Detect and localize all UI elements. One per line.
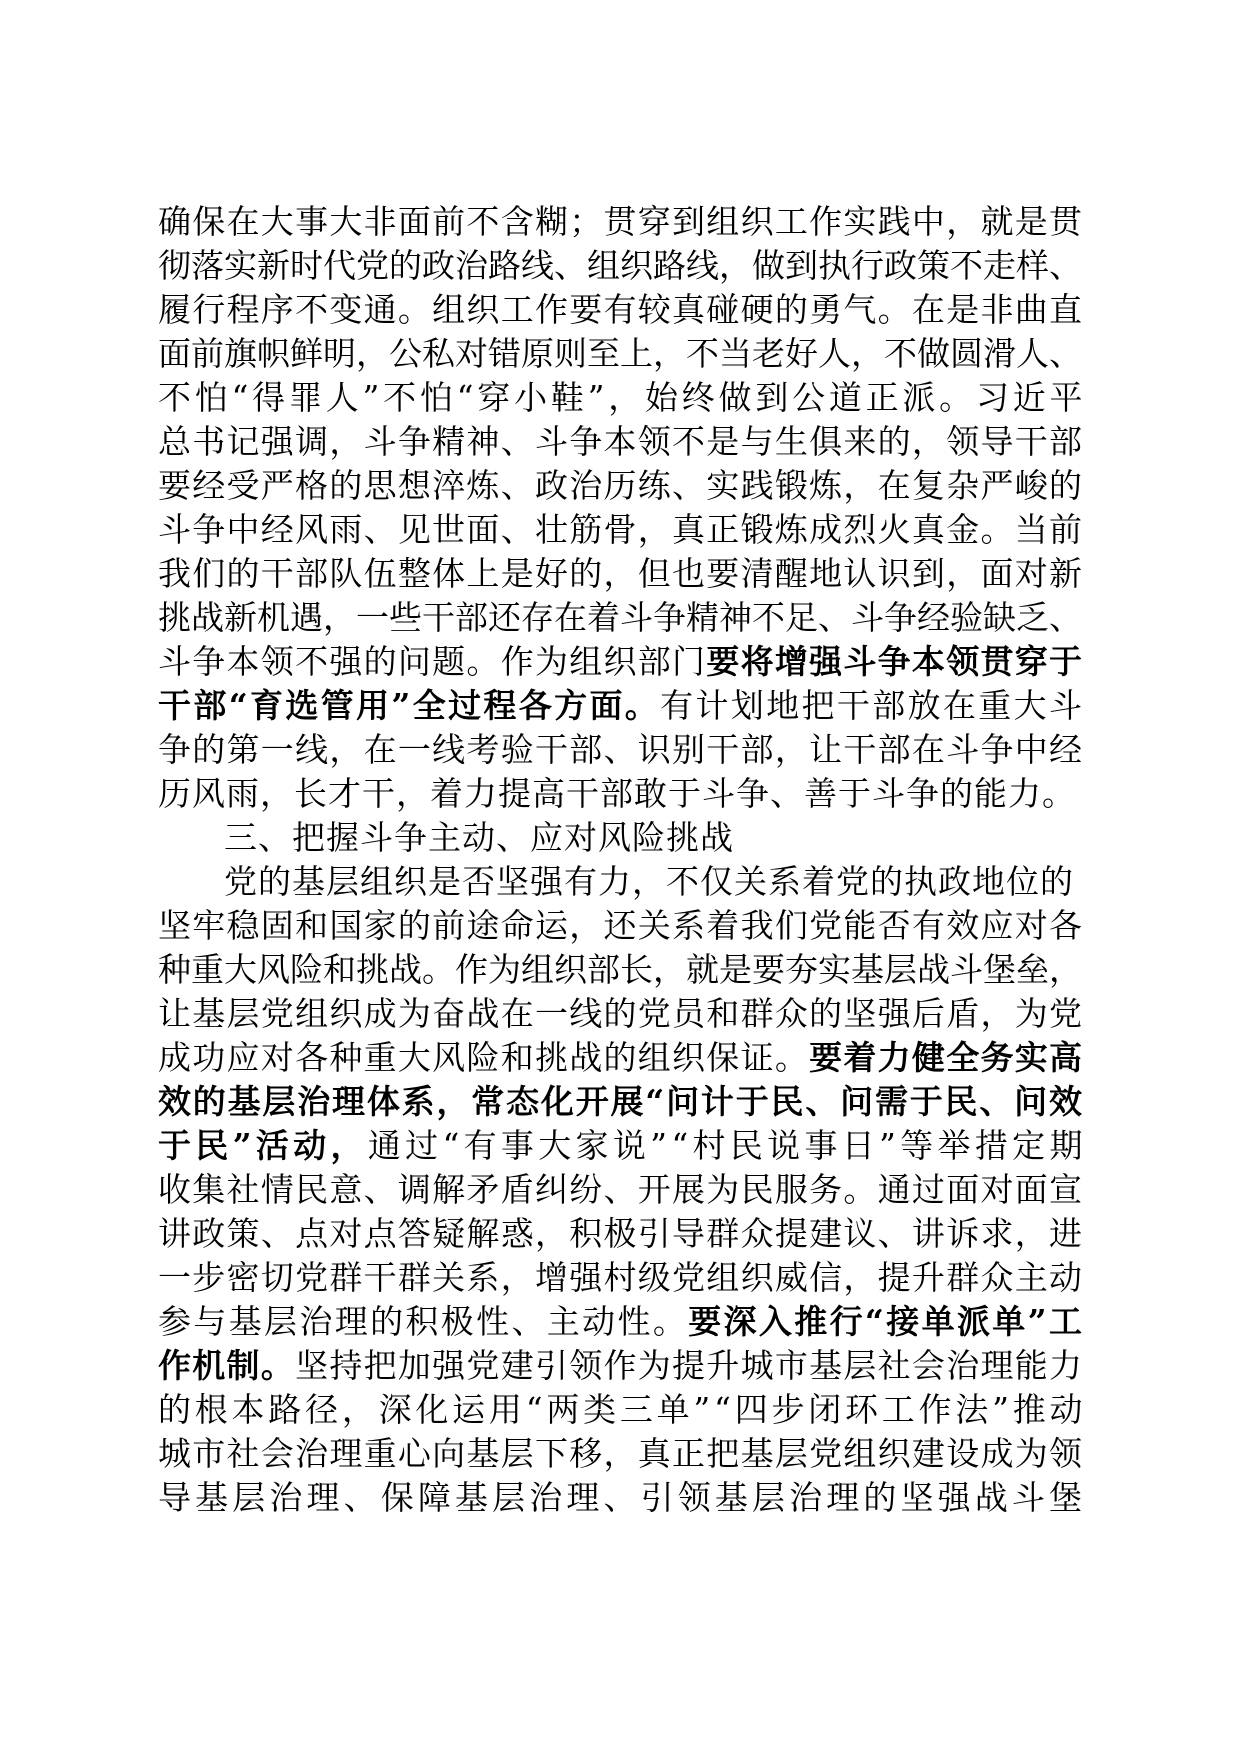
line-text: 城市社会治理重心向基层下移，真正把基层党组织建设成为领 bbox=[158, 1434, 1084, 1473]
line-text-mixed bbox=[158, 1124, 1087, 1168]
heading-text: 三、把握斗争主动、应对风险挑战 bbox=[224, 818, 734, 857]
text-line bbox=[158, 1036, 1082, 1080]
bold-text: 干部“育选管用”全过程各方面。 bbox=[158, 686, 661, 725]
bold-text: 要着力健全务实高 bbox=[809, 1038, 1084, 1077]
line-text: 让基层党组织成为奋战在一线的党员和群众的坚强后盾，为党 bbox=[158, 994, 1084, 1033]
line-text: 争的第一线，在一线考验干部、识别干部，让干部在斗争中经 bbox=[158, 730, 1084, 769]
line-text-mixed bbox=[158, 1344, 1083, 1388]
text-line bbox=[158, 420, 1082, 464]
text-line bbox=[158, 1344, 1082, 1388]
bold-text: 效的基层治理体系，常态化开展“问计于民、问需于民、问效 bbox=[158, 1082, 1084, 1121]
plain-text: 参与基层治理的积极性、主动性。 bbox=[158, 1302, 689, 1341]
line-text: 收集社情民意、调解矛盾纠纷、开展为民服务。通过面对面宣 bbox=[158, 1170, 1084, 1209]
plain-text: 成功应对各种重大风险和挑战的组织保证。 bbox=[158, 1038, 810, 1077]
text-line bbox=[158, 640, 1082, 684]
line-text: 党的基层组织是否坚强有力，不仅关系着党的执政地位的 bbox=[224, 862, 1074, 901]
text-line bbox=[158, 1124, 1087, 1168]
text-line bbox=[158, 552, 1082, 596]
line-text: 一步密切党群干群关系，增强村级党组织威信，提升群众主动 bbox=[158, 1258, 1084, 1297]
text-line bbox=[158, 772, 1082, 816]
line-text: 要经受严格的思想淬炼、政治历练、实践锻炼，在复杂严峻的 bbox=[158, 466, 1084, 505]
line-text-mixed bbox=[158, 640, 1083, 684]
text-line bbox=[158, 728, 1082, 772]
text-line bbox=[158, 1388, 1087, 1432]
line-text-mixed bbox=[158, 684, 1084, 728]
text-line bbox=[158, 332, 1082, 376]
text-line bbox=[158, 244, 1082, 288]
line-text: 种重大风险和挑战。作为组织部长，就是要夯实基层战斗堡垒， bbox=[158, 950, 1082, 989]
plain-text: 有计划地把干部放在重大斗 bbox=[660, 686, 1085, 725]
plain-text: 坚持把加强党建引领作为提升城市基层社会治理能力 bbox=[295, 1346, 1084, 1385]
line-text-mixed bbox=[158, 1036, 1083, 1080]
section-heading bbox=[158, 816, 1082, 860]
text-line bbox=[158, 948, 1082, 992]
line-text: 的根本路径，深化运用“两类三单”“四步闭环工作法”推动 bbox=[158, 1390, 1087, 1429]
line-text: 总书记强调，斗争精神、斗争本领不是与生俱来的，领导干部 bbox=[158, 422, 1084, 461]
text-line bbox=[158, 904, 1082, 948]
line-text: 斗争中经风雨、见世面、壮筋骨，真正锻炼成烈火真金。当前 bbox=[158, 510, 1084, 549]
plain-text: 通过“有事大家说”“村民说事日”等举措定期 bbox=[367, 1126, 1087, 1165]
line-text: 历风雨，长才干，着力提高干部敢于斗争、善于斗争的能力。 bbox=[158, 774, 1076, 813]
text-line bbox=[158, 596, 1082, 640]
line-text: 我们的干部队伍整体上是好的，但也要清醒地认识到，面对新 bbox=[158, 554, 1084, 593]
text-line bbox=[158, 288, 1082, 332]
document-page bbox=[158, 200, 1087, 1520]
text-line bbox=[158, 992, 1082, 1036]
text-line bbox=[158, 508, 1082, 552]
line-text: 导基层治理、保障基层治理、引领基层治理的坚强战斗堡 bbox=[158, 1478, 1087, 1517]
text-line bbox=[158, 464, 1082, 508]
text-line bbox=[158, 1256, 1082, 1300]
text-line bbox=[158, 1300, 1085, 1344]
text-line bbox=[158, 1212, 1082, 1256]
bold-text: 要深入推行“接单派单”工 bbox=[688, 1302, 1085, 1341]
text-line bbox=[158, 200, 1082, 244]
line-text: 讲政策、点对点答疑解惑，积极引导群众提建议、讲诉求，进 bbox=[158, 1214, 1084, 1253]
line-text: 挑战新机遇，一些干部还存在着斗争精神不足、斗争经验缺乏、 bbox=[158, 598, 1082, 637]
text-line bbox=[158, 684, 1085, 728]
line-text: 坚牢稳固和国家的前途命运，还关系着我们党能否有效应对各 bbox=[158, 906, 1084, 945]
text-line bbox=[158, 1080, 1082, 1124]
line-text: 不怕“得罪人”不怕“穿小鞋”，始终做到公道正派。习近平 bbox=[158, 378, 1087, 417]
text-line bbox=[158, 1168, 1082, 1212]
line-text: 履行程序不变通。组织工作要有较真碰硬的勇气。在是非曲直 bbox=[158, 290, 1084, 329]
line-text-mixed bbox=[158, 1300, 1084, 1344]
text-line bbox=[158, 376, 1087, 420]
line-text: 面前旗帜鲜明，公私对错原则至上，不当老好人，不做圆滑人、 bbox=[158, 334, 1082, 373]
plain-text: 斗争本领不强的问题。作为组织部门 bbox=[158, 642, 707, 681]
bold-text: 作机制。 bbox=[158, 1346, 296, 1385]
text-line bbox=[158, 1476, 1087, 1520]
text-line bbox=[158, 860, 1082, 904]
bold-text: 于民”活动， bbox=[158, 1126, 368, 1165]
bold-text: 要将增强斗争本领贯穿于 bbox=[706, 642, 1084, 681]
line-text: 彻落实新时代党的政治路线、组织路线，做到执行政策不走样、 bbox=[158, 246, 1082, 285]
line-text: 确保在大事大非面前不含糊；贯穿到组织工作实践中，就是贯 bbox=[158, 202, 1084, 241]
text-line bbox=[158, 1432, 1082, 1476]
